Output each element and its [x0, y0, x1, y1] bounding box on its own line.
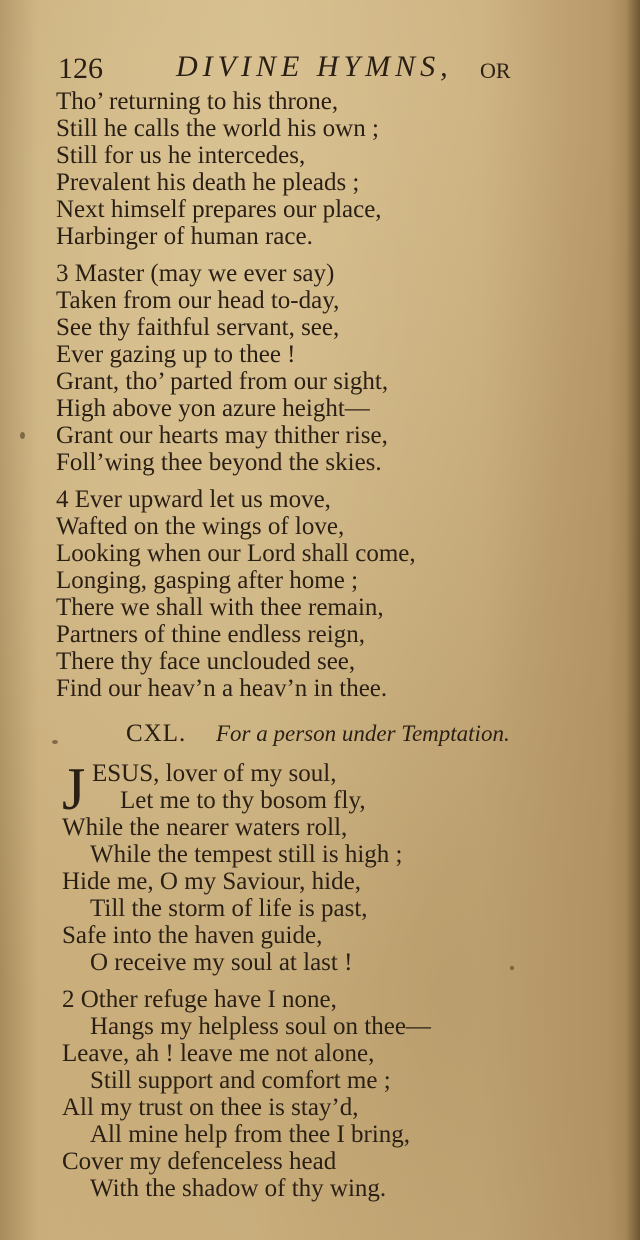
verse-line: O receive my soul at last !: [90, 949, 353, 976]
ink-spot: [20, 432, 25, 439]
verse-line: Wafted on the wings of love,: [56, 513, 345, 540]
verse-line: Hangs my helpless soul on thee—: [90, 1013, 431, 1040]
verse-line: Next himself prepares our place,: [56, 196, 382, 223]
verse-line: Still support and comfort me ;: [90, 1067, 391, 1094]
verse-line: While the tempest still is high ;: [90, 841, 403, 868]
verse-line: Still he calls the world his own ;: [56, 115, 379, 142]
verse-line: Safe into the haven guide,: [62, 922, 323, 949]
running-title-catchword: OR: [480, 58, 511, 83]
verse-line: Let me to thy bosom fly,: [120, 787, 366, 814]
verse-line: 4 Ever upward let us move,: [56, 486, 331, 513]
page-gutter-shadow: [626, 0, 640, 1240]
stanza-4: [56, 486, 576, 702]
hymn-subtitle: For a person under Temptation.: [216, 721, 510, 746]
verse-line: Find our heav’n a heav’n in thee.: [56, 675, 388, 702]
verse-line: There thy face unclouded see,: [56, 648, 356, 675]
verse-line: Hide me, O my Saviour, hide,: [62, 868, 361, 895]
verse-line: ESUS, lover of my soul,: [92, 760, 337, 787]
verse-line: Leave, ah ! leave me not alone,: [62, 1040, 375, 1067]
verse-line: See thy faithful servant, see,: [56, 314, 340, 341]
hymn-stanza-1: [56, 756, 576, 976]
verse-line: Harbinger of human race.: [56, 223, 313, 250]
verse-line: While the nearer waters roll,: [62, 814, 348, 841]
verse-line: Till the storm of life is past,: [90, 895, 368, 922]
verse-line: With the shadow of thy wing.: [90, 1175, 387, 1202]
verse-line: Partners of thine endless reign,: [56, 621, 365, 648]
hymn-number: CXL.: [126, 720, 187, 747]
verse-line: High above yon azure height—: [56, 395, 370, 422]
verse-line: Grant, tho’ parted from our sight,: [56, 368, 389, 395]
running-header: [58, 48, 528, 88]
verse-line: 3 Master (may we ever say): [56, 260, 335, 287]
page-body: [56, 88, 576, 1212]
page-number: 126: [58, 52, 103, 85]
hymn-heading: [56, 720, 576, 750]
verse-line: All my trust on thee is stay’d,: [62, 1094, 359, 1121]
running-title: DIVINE HYMNS,: [176, 50, 453, 83]
verse-line: Prevalent his death he pleads ;: [56, 169, 360, 196]
verse-line: Taken from our head to-day,: [56, 287, 340, 314]
drop-cap: J: [62, 756, 86, 822]
stanza-3: [56, 260, 576, 476]
verse-line: Ever gazing up to thee !: [56, 341, 296, 368]
verse-line: Grant our hearts may thither rise,: [56, 422, 388, 449]
verse-line: Foll’wing thee beyond the skies.: [56, 449, 382, 476]
verse-line: Tho’ returning to his throne,: [56, 88, 339, 115]
verse-line: There we shall with thee remain,: [56, 594, 384, 621]
verse-line: Still for us he intercedes,: [56, 142, 306, 169]
verse-line: Cover my defenceless head: [62, 1148, 337, 1175]
verse-line: Looking when our Lord shall come,: [56, 540, 416, 567]
verse-line: Longing, gasping after home ;: [56, 567, 359, 594]
verse-line: 2 Other refuge have I none,: [62, 986, 337, 1013]
hymn-stanza-2: [56, 986, 576, 1202]
stanza-continuation: [56, 88, 576, 250]
verse-line: All mine help from thee I bring,: [90, 1121, 411, 1148]
